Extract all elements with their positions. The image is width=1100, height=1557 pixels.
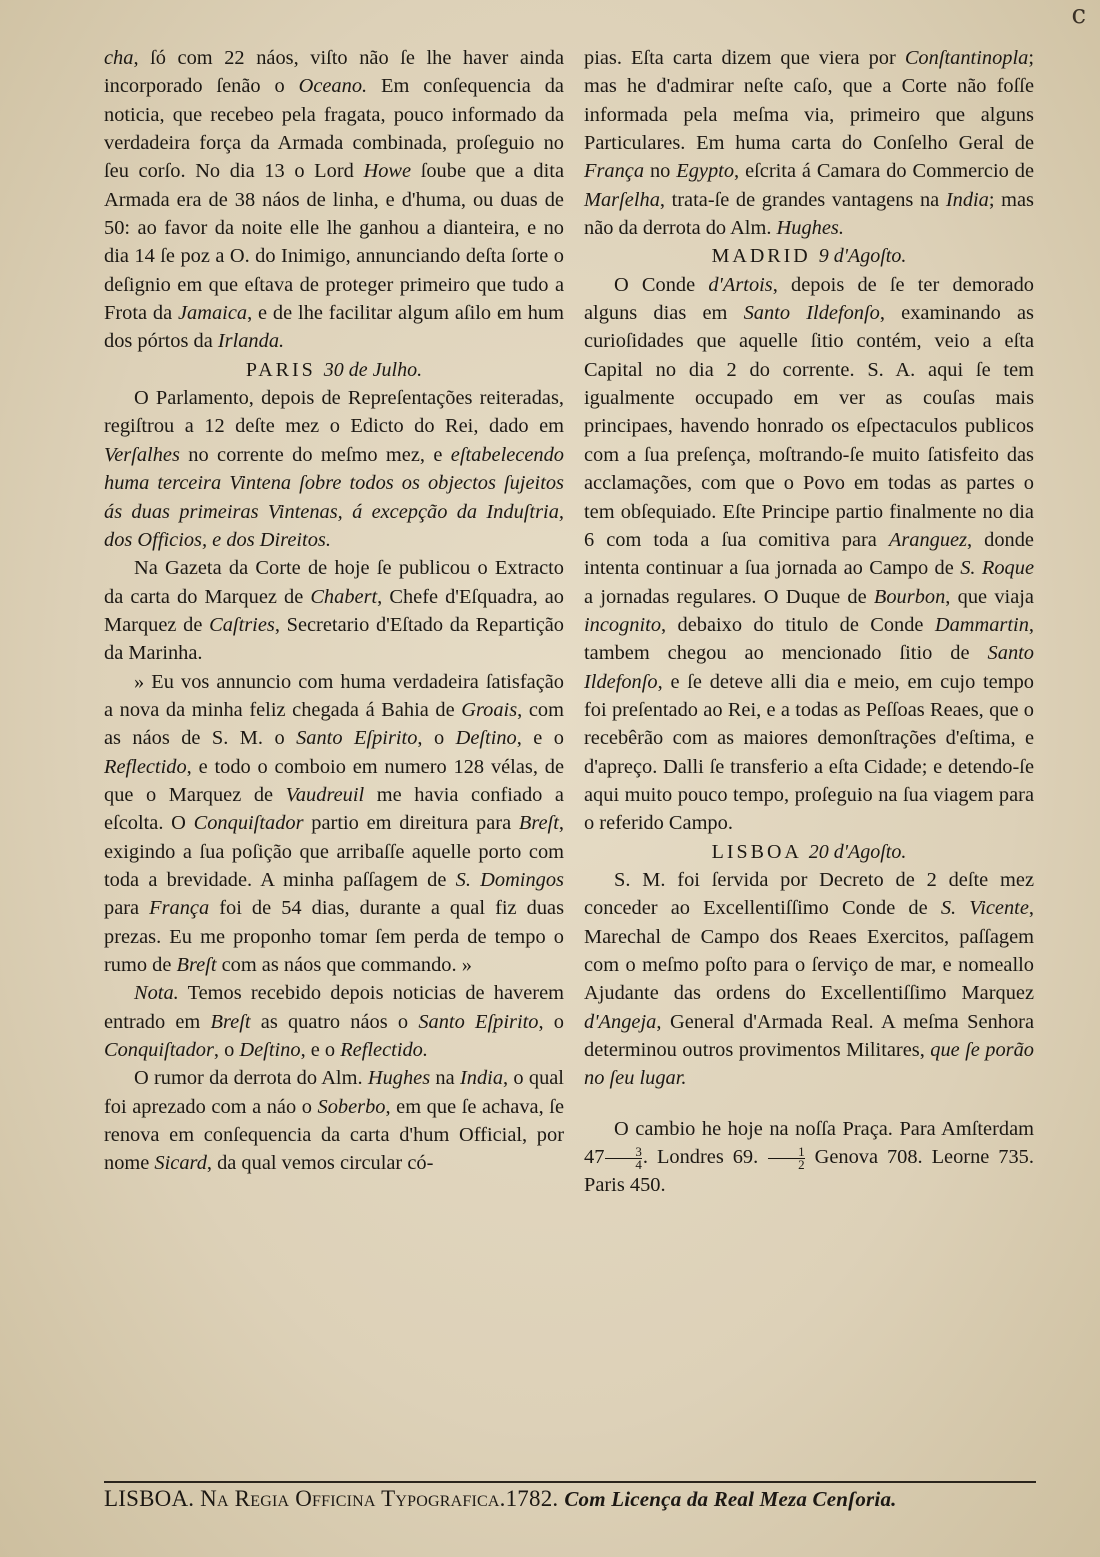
dateline-madrid: MADRID 9 d'Agoſto. — [711, 245, 907, 268]
paragraph-london-continuation: cha, ſó com 22 náos, viſto não ſe lhe haver ainda incorporado ſenão o Oceano. Em conſequencia da noticia, que recebeo pela fragata, pouco informado da verdadeira força da Armada combinada, proſeguio no ſeu corſo. No dia 13 o Lord Howe ſoube que a dita Armada era de 38 náos de linha, e d'huma, ou duas de 50: ao favor da noite elle lhe ganhou a dianteira, e no dia 14 ſe poz a O. do Inimigo, annunciando deſta ſorte o deſignio em que eſtava de proteger primeiro que tudo a Frota da Jamaica, e de lhe facilitar algum aſilo em hum dos pórtos da Irlanda. — [104, 47, 564, 353]
paragraph-copias: pias. Eſta carta dizem que viera por Conſtantinopla; mas he d'admirar neſte caſo, que a Corte não foſſe informada pela meſma via, primeiro que alguns Particulares. Em huma carta do Conſelho Geral de França no Egypto, eſcrita á Camara do Commercio de Marſelha, trata-ſe de grandes vantagens na India; mas não da derrota do Alm. Hughes. — [584, 47, 1034, 240]
paragraph-conde-artois: O Conde d'Artois, depois de ſe ter demorado alguns dias em Santo Ildefonſo, examinando as curioſidades que aquelle ſitio contém, veio a eſta Capital no dia 2 do corrente. S. A. aqui ſe tem igualmente occupado em ver as couſas mais principaes, havendo honrado os eſpectaculos publicos com a ſua preſença, moſtrando-ſe muito ſatisfeito das acclamações, com que o Povo em todas as partes o tem obſequiado. Eſte Principe partio finalmente no dia 6 com toda a ſua comitiva para Aranguez, donde intenta continuar a ſua jornada ao Campo de S. Roque a jornadas regulares. O Duque de Bourbon, que viaja incognito, debaixo do titulo de Conde Dammartin, tambem chegou ao mencionado ſitio de Santo Ildefonſo, e ſe deteve alli dia e meio, em cujo tempo foi preſentado ao Rei, e a todas as Peſſoas Reaes, que o recebêrão com as maiores demonſtrações d'eſtima, e d'apreço. Dalli ſe transferio a eſta Cidade; e detendo-ſe aqui muito pouco tempo, proſeguio na ſua viagem para o referido Campo. — [584, 273, 1034, 835]
paragraph-decreto: S. M. foi ſervida por Decreto de 2 deſte mez conceder ao Excellentiſſimo Conde de S. Vicente, Marechal de Campo dos Reaes Exercitos, paſſagem com o meſmo poſto para o ſerviço de mar, e nomeallo Ajudante das ordens do Excellentiſſimo Marquez d'Angeja, General d'Armada Real. A meſma Senhora determinou outros provimentos Militares, que ſe porão no ſeu lugar. — [584, 868, 1034, 1090]
dateline-paris: PARIS 30 de Julho. — [245, 358, 423, 381]
spacer — [584, 1093, 1034, 1115]
right-column — [584, 44, 1034, 1200]
footer-rule — [104, 1481, 1036, 1483]
paragraph-rumor-hughes: O rumor da derrota do Alm. Hughes na India, o qual foi aprezado com a náo o Soberbo, em que ſe achava, ſe renova em conſequencia da carta d'hum Official, por nome Sicard, da qual vemos circular có- — [104, 1067, 564, 1175]
paragraph-nota: Nota. Temos recebido depois noticias de haverem entrado em Breſt as quatro náos o Santo Eſpirito, o Conquiſtador, o Deſtino, e o Reflectido. — [104, 982, 564, 1062]
imprint-press: Na Regia Officina Typografica. — [200, 1486, 506, 1511]
imprint-year: 1782. — [505, 1486, 559, 1511]
paragraph-parlamento: O Parlamento, depois de Repreſentações reiteradas, regiſtrou a 12 deſte mez o Edicto do Rei, dado em Verſalhes no corrente do meſmo mez, e eſtabelecendo huma terceira Vintena ſobre todos os objectos ſujeitos ás duas primeiras Vintenas, á excepção da Induſtria, dos Officios, e dos Direitos. — [104, 387, 564, 551]
fraction-one-half: $\frac{1}{2}$ — [768, 1146, 805, 1171]
imprint-licence: Com Licença da Real Meza Cenſoria. — [564, 1487, 897, 1511]
paragraph-cambio: O cambio he hoje na noſſa Praça. Para Amſterdam 47 $\frac{3}{4}$ . Londres 69. $\frac{1}{2}$ Genova 708. Leorne 735. Paris 450. — [584, 1117, 1034, 1197]
dateline-lisboa: LISBOA 20 d'Agoſto. — [711, 840, 907, 863]
paragraph-letter-chabert: » Eu vos annuncio com huma verdadeira ſatisfação a nova da minha feliz chegada á Bahia de Groais, com as náos de S. M. o Santo Eſpirito, o Deſtino, e o Reflectido, e todo o comboio em numero 128 vélas, de que o Marquez de Vaudreuil me havia confiado a eſcolta. O Conquiſtador partio em direitura para Breſt, exigindo a ſua poſição que arribaſſe aquelle porto com toda a brevidade. A minha paſſagem de S. Domingos para França foi de 54 dias, durante a qual fiz duas prezas. Eu me proponho tomar ſem perda de tempo o rumo de Breſt com as náos que commando. » — [104, 670, 564, 976]
imprint-line — [104, 1486, 1044, 1512]
fraction-three-quarters: $\frac{3}{4}$ — [605, 1146, 642, 1171]
corner-mark: c — [1071, 0, 1086, 30]
paragraph-gazeta: Na Gazeta da Corte de hoje ſe publicou o Extracto da carta do Marquez de Chabert, Chefe d'Eſquadra, ao Marquez de Caſtries, Secretario d'Eſtado da Repartição da Marinha. — [104, 557, 565, 665]
left-column — [104, 44, 564, 1178]
imprint-city: LISBOA. — [104, 1486, 195, 1511]
